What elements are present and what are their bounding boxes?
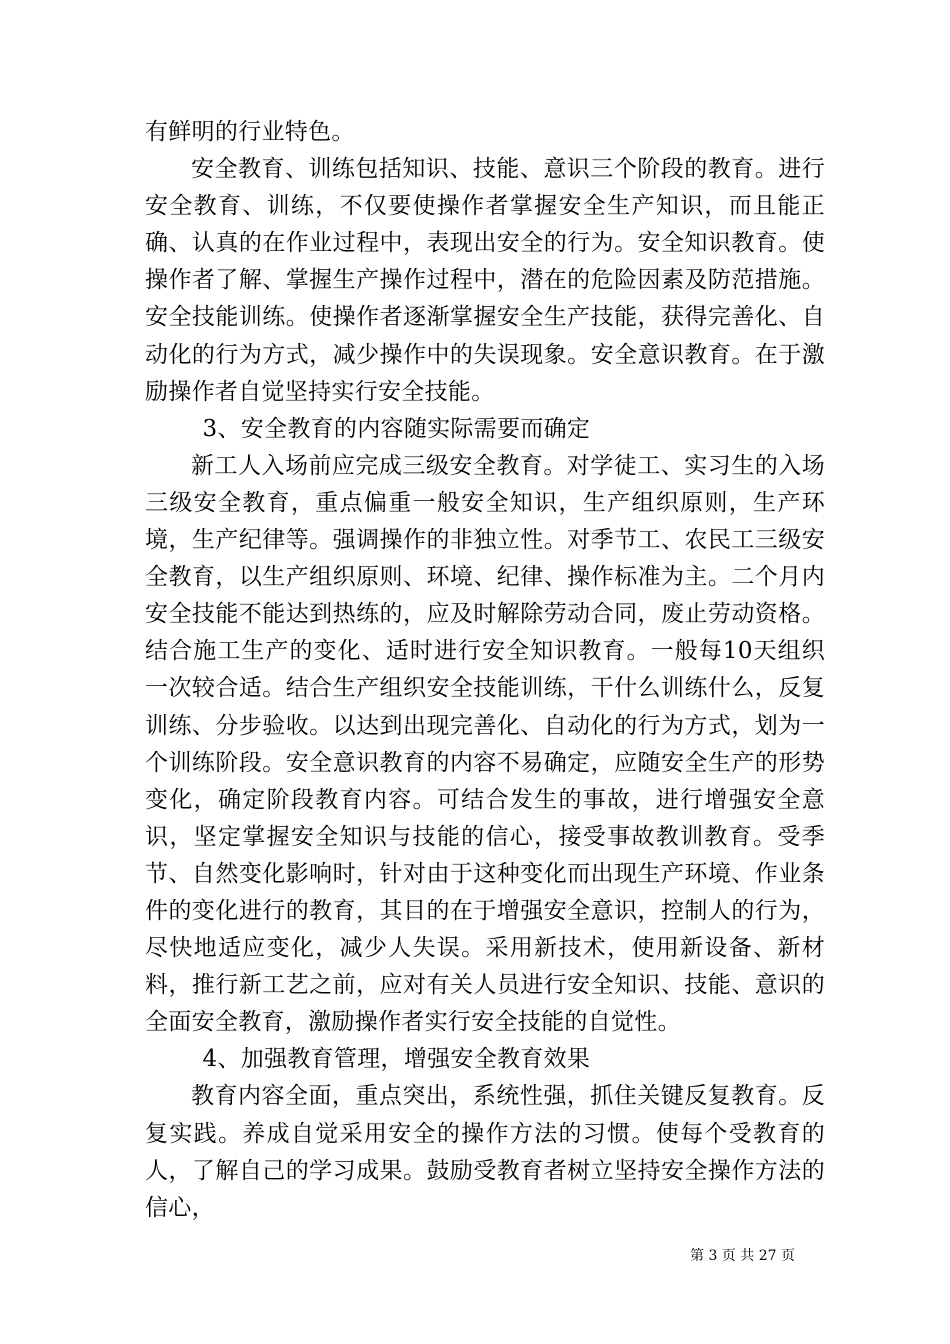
page-number-footer: 第 3 页 共 27 页 — [690, 1248, 795, 1264]
paragraph-education-management: 教育内容全面，重点突出，系统性强，抓住关键反复教育。反复实践。养成自觉采用安全的操作方法的习惯。使每个受教育的人，了解自己的学习成果。鼓励受教育者树立坚持安全操作方法的信心， — [145, 1083, 825, 1221]
paragraph-continuation: 有鲜明的行业特色。 — [145, 119, 355, 145]
section-heading-4: 4、加强教育管理，增强安全教育效果 — [202, 1046, 591, 1073]
document-body — [145, 114, 825, 1227]
section-heading-3: 3、安全教育的内容随实际需要而确定 — [202, 415, 591, 442]
paragraph-education-stages: 安全教育、训练包括知识、技能、意识三个阶段的教育。进行安全教育、训练，不仅要使操作者掌握安全生产知识，而且能正确、认真的在作业过程中，表现出安全的行为。安全知识教育。使操作者了解、掌握生产操作过程中，潜在的危险因素及防范措施。安全技能训练。使操作者逐渐掌握安全生产技能，获得完善化、自动化的行为方式，减少操作中的失误现象。安全意识教育。在于激励操作者自觉坚持实行安全技能。 — [145, 156, 825, 405]
paragraph-education-content: 新工人入场前应完成三级安全教育。对学徒工、实习生的入场三级安全教育，重点偏重一般安全知识，生产组织原则，生产环境，生产纪律等。强调操作的非独立性。对季节工、农民工三级安全教育，以生产组织原则、环境、纪律、操作标准为主。二个月内安全技能不能达到热练的，应及时解除劳动合同，废止劳动资格。结合施工生产的变化、适时进行安全知识教育。一般每10天组织一次较合适。结合生产组织安全技能训练，干什么训练什么，反复训练、分步验收。以达到出现完善化、自动化的行为方式，划为一个训练阶段。安全意识教育的内容不易确定，应随安全生产的形势变化，确定阶段教育内容。可结合发生的事故，进行增强安全意识，坚定掌握安全知识与技能的信心，接受事故教训教育。受季节、自然变化影响时，针对由于这种变化而出现生产环境、作业条件的变化进行的教育，其目的在于增强安全意识，控制人的行为，尽快地适应变化，减少人失误。采用新技术，使用新设备、新材料，推行新工艺之前，应对有关人员进行安全知识、技能、意识的全面安全教育，激励操作者实行安全技能的自觉性。 — [145, 452, 825, 1036]
